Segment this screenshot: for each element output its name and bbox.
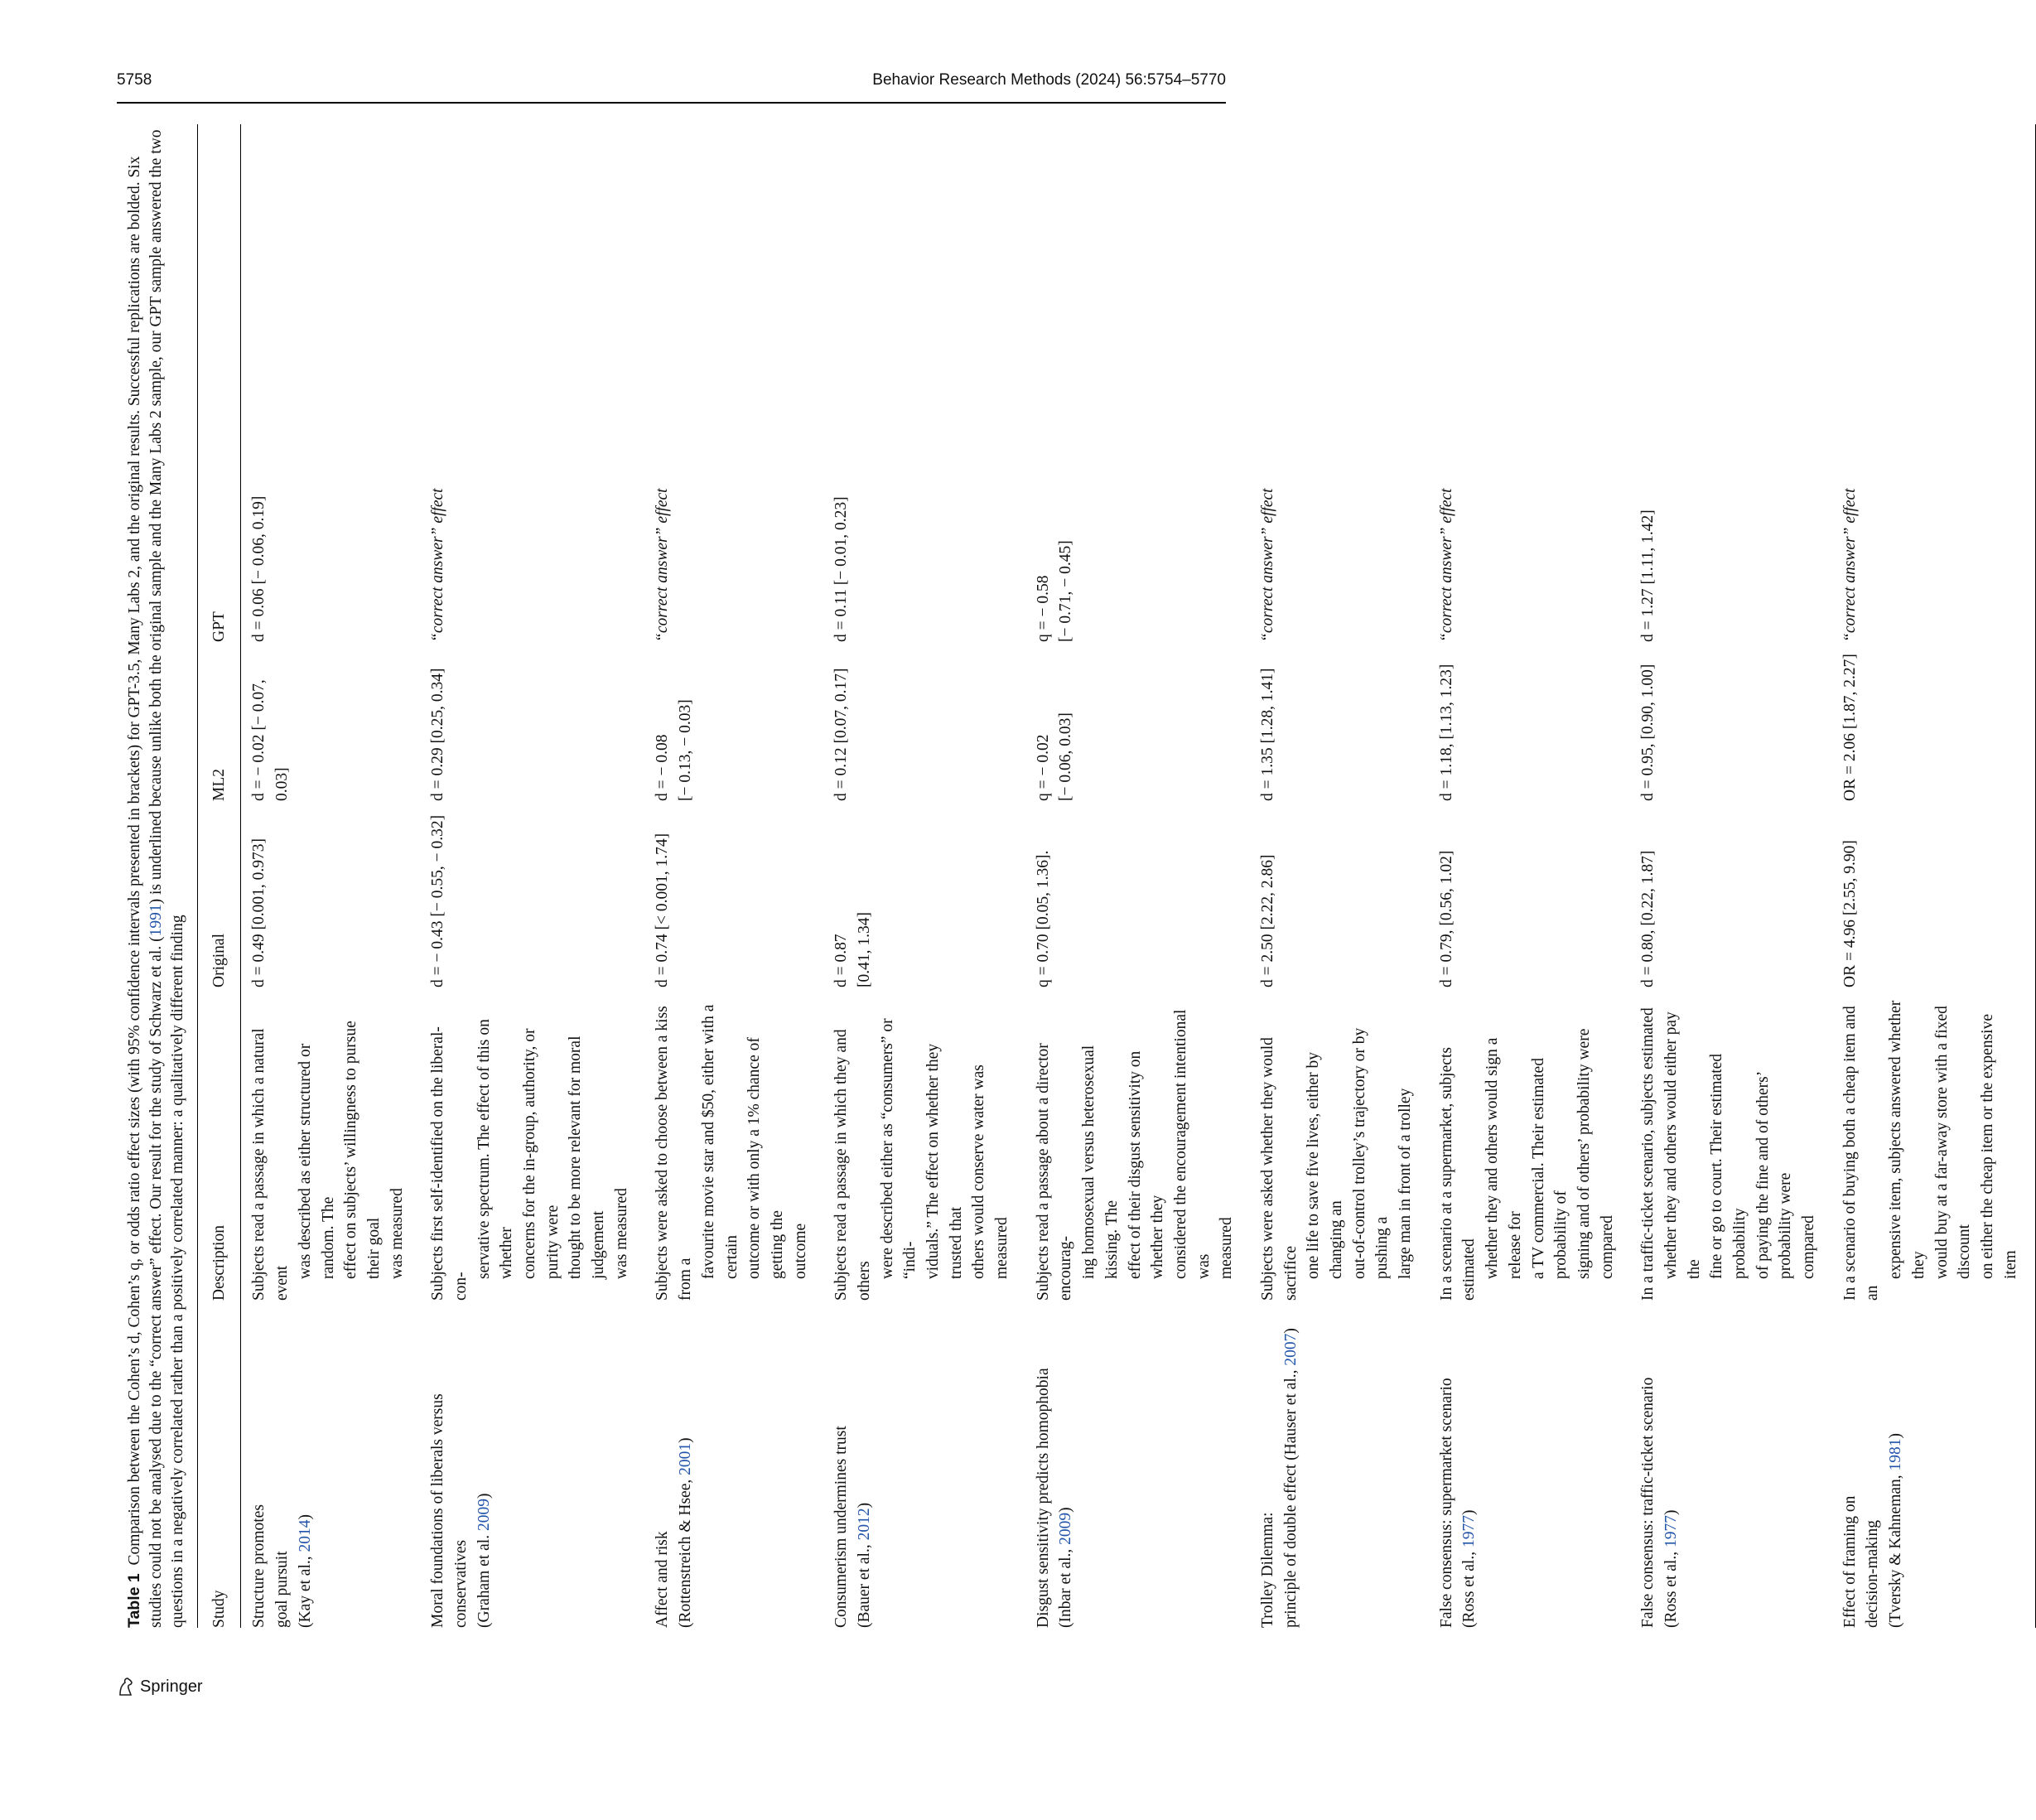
description-line: outcome	[791, 1223, 809, 1279]
description-line: In a scenario of buying both a cheap item and an	[1841, 1006, 1882, 1301]
gpt-cell	[1826, 124, 2036, 642]
value-line: [− 0.06, 0.03]	[1057, 712, 1075, 801]
description-line: would buy at a far-away store with a fixed discount	[1932, 1006, 1974, 1279]
value-line: [0.41, 1.34]	[855, 912, 873, 987]
closing-paren: )	[1887, 1432, 1905, 1439]
value-line: q = − 0.58	[1034, 575, 1052, 642]
description-line: were described either as “consumers” or “indi-	[878, 1018, 919, 1279]
study-citation-link[interactable]: 2001	[677, 1442, 695, 1475]
description-line: fine or go to court. Their estimated probability	[1708, 1053, 1749, 1279]
study-text: Structure promotes	[250, 1504, 268, 1628]
study-line	[1884, 1307, 1908, 1628]
value-text: d = − 0.02 [− 0.07, 0.03]	[250, 679, 292, 801]
table-row	[241, 124, 413, 1628]
study-line	[1280, 1307, 1303, 1628]
description-line: considered the encouragement intentional was	[1171, 1009, 1213, 1279]
value-text: d = 0.12 [0.07, 0.17]	[832, 668, 851, 801]
original-cell	[638, 801, 817, 987]
value-line: d = − 0.08	[654, 734, 672, 801]
study-text: (Bauer et al.,	[855, 1540, 873, 1628]
study-text: (Rottenstreich & Hsee,	[677, 1475, 695, 1628]
study-line	[853, 1307, 876, 1628]
study-citation-link[interactable]: 2014	[296, 1519, 314, 1552]
table-row	[413, 124, 638, 1628]
ml2-cell	[413, 642, 638, 801]
ml2-cell	[817, 642, 1019, 801]
study-line	[473, 1307, 496, 1628]
col-header-original: Original	[197, 801, 241, 987]
description-cell	[241, 987, 413, 1301]
description-line: outcome or with only a 1% chance of getting the	[745, 1037, 786, 1279]
description-cell	[1422, 987, 1624, 1301]
study-citation-link[interactable]: 2007	[1281, 1333, 1300, 1366]
col-header-gpt: GPT	[197, 124, 241, 642]
springer-horse-icon	[117, 1677, 135, 1697]
table-label: Table 1	[125, 1573, 143, 1628]
study-line	[1054, 1307, 1078, 1628]
table-row	[1623, 124, 1826, 1628]
study-text: Affect and risk	[654, 1531, 672, 1628]
value-text: d = 1.18, [1.13, 1.23]	[1437, 664, 1455, 801]
value-text: q = 0.70 [0.05, 1.36].	[1034, 850, 1052, 987]
description-cell	[1623, 987, 1826, 1301]
study-line	[674, 1307, 697, 1628]
description-line: effect on subjects’ willingness to pursue their goal	[342, 1021, 383, 1279]
study-line	[1435, 1307, 1459, 1628]
study-cell	[241, 1301, 413, 1628]
study-text: Consumerism undermines trust	[832, 1426, 851, 1628]
study-line	[1861, 1307, 1884, 1628]
description-line: Subjects read a passage in which a natural event	[250, 1028, 292, 1301]
study-cell	[1019, 1301, 1243, 1628]
gpt-cell	[1243, 124, 1422, 642]
value-text: d = 0.11 [− 0.01, 0.23]	[832, 496, 851, 642]
study-text: (Graham et al.	[475, 1531, 493, 1628]
value-text: d = 0.49 [0.001, 0.973]	[250, 838, 268, 987]
study-cell	[413, 1301, 638, 1628]
study-citation-link[interactable]: 2009	[1057, 1512, 1075, 1545]
value-text: OR = 2.06 [1.87, 2.27]	[1841, 654, 1859, 801]
study-line	[1257, 1307, 1280, 1628]
ml2-cell	[1623, 642, 1826, 801]
description-line: effect of their disgust sensitivity on whether they	[1126, 1050, 1167, 1279]
original-cell	[241, 801, 413, 987]
study-cell	[1243, 1301, 1422, 1628]
description-line: on either the cheap item or the expensive item	[1978, 1014, 2019, 1279]
original-cell	[1243, 801, 1422, 987]
table-header-row	[197, 124, 241, 1628]
study-text: Moral foundations of liberals versus conservatives	[429, 1393, 470, 1628]
study-text: Disgust sensitivity predicts homophobia	[1034, 1368, 1052, 1628]
study-cell	[638, 1301, 817, 1628]
study-cell	[1422, 1301, 1624, 1628]
value-text: “correct answer” effect	[1258, 488, 1276, 642]
value-text: d = 0.06 [− 0.06, 0.19]	[250, 495, 268, 642]
study-text: principle of double effect (Hauser et al.,	[1281, 1365, 1300, 1628]
caption-text-1: Comparison between the Cohen’s d, Cohen’s q, or odds ratio effect sizes (with 95% confidence intervals presented in brackets) for GPT-3.5, Many Labs 2, and the original results. Successful replications are bolded. Six studies could not be analysed due to the “correct answer” effect. Our result for the study of Schwarz et al. (	[126, 156, 165, 1628]
rotated-table-region	[124, 124, 2019, 1628]
description-line: others would conserve water was measured	[970, 1064, 1011, 1279]
original-cell	[1422, 801, 1624, 987]
table-row	[817, 124, 1019, 1628]
gpt-cell	[817, 124, 1019, 642]
table-row	[1243, 124, 1422, 1628]
value-text: d = 0.74 [< 0.001, 1.74]	[654, 833, 672, 987]
description-line: Subjects were asked to choose between a kiss from a	[654, 1006, 695, 1301]
description-cell	[638, 987, 817, 1301]
description-cell	[1826, 987, 2036, 1301]
value-text: “correct answer” effect	[1437, 488, 1455, 642]
description-line: viduals.” The effect on whether they trusted that	[924, 1043, 965, 1279]
ml2-cell	[1826, 642, 2036, 801]
description-cell	[817, 987, 1019, 1301]
study-citation-link[interactable]: 2009	[475, 1499, 493, 1532]
closing-paren: )	[1281, 1328, 1300, 1334]
ml2-cell	[638, 642, 817, 801]
description-line: Subjects read a passage about a director encourag-	[1034, 1043, 1075, 1301]
original-cell	[413, 801, 638, 987]
description-cell	[1019, 987, 1243, 1301]
description-line: a TV commercial. Their estimated probability of	[1529, 1058, 1570, 1279]
closing-paren: )	[296, 1513, 314, 1520]
gpt-cell	[1422, 124, 1624, 642]
study-text: (Inbar et al.,	[1057, 1544, 1075, 1628]
value-text: “correct answer” effect	[429, 488, 447, 642]
description-line: servative spectrum. The effect of this on whether	[475, 1019, 516, 1279]
table-row	[1826, 124, 2036, 1628]
study-text: (Ross et al.,	[1662, 1547, 1680, 1628]
col-header-description: Description	[197, 987, 241, 1301]
description-line: compared	[1800, 1215, 1818, 1279]
col-header-ml2: ML2	[197, 642, 241, 801]
study-line	[651, 1307, 674, 1628]
description-line: Subjects first self-identified on the liberal-con-	[429, 1026, 470, 1301]
value-line: q = − 0.02	[1034, 734, 1052, 801]
study-line	[271, 1307, 294, 1628]
study-text: False consensus: traffic-ticket scenario	[1639, 1377, 1657, 1628]
col-header-study: Study	[197, 1301, 241, 1628]
gpt-cell	[1623, 124, 1826, 642]
study-line	[427, 1307, 472, 1628]
study-citation-link[interactable]: 1977	[1460, 1515, 1479, 1548]
gpt-cell	[638, 124, 817, 642]
description-cell	[1243, 987, 1422, 1301]
study-text: (Tversky & Kahneman,	[1887, 1470, 1905, 1628]
study-line	[1660, 1307, 1683, 1628]
study-line	[830, 1307, 853, 1628]
value-line: [− 0.13, − 0.03]	[677, 699, 695, 801]
description-line: Subjects read a passage in which they and others	[832, 1029, 873, 1301]
gpt-cell	[413, 124, 638, 642]
caption-text-2: ) is underlined because unlike both the original sample and the Many Labs 2 sample, our GPT sample answered the two questions in a negatively correlated rather than a positively correlated manner: a qualitatively different finding	[147, 129, 186, 1628]
description-line: one life to save five lives, either by changing an	[1305, 1052, 1346, 1279]
value-text: d = 1.27 [1.11, 1.42]	[1639, 509, 1657, 642]
table-row	[1019, 124, 1243, 1628]
ml2-cell	[1243, 642, 1422, 801]
closing-paren: )	[1460, 1509, 1479, 1516]
original-cell	[817, 801, 1019, 987]
study-citation-link[interactable]: 1977	[1662, 1515, 1680, 1548]
study-line	[248, 1307, 271, 1628]
study-cell	[817, 1301, 1019, 1628]
table-row	[1422, 124, 1624, 1628]
study-line	[1032, 1307, 1055, 1628]
publisher-footer	[117, 1677, 203, 1697]
value-line: [− 0.71, − 0.45]	[1057, 540, 1075, 642]
study-citation-link[interactable]: 1981	[1887, 1438, 1905, 1471]
study-text: decision-making	[1864, 1520, 1882, 1628]
gpt-cell	[241, 124, 413, 642]
value-text: d = 0.29 [0.25, 0.34]	[429, 668, 447, 801]
table-caption	[124, 124, 189, 1628]
study-cell	[1826, 1301, 2036, 1628]
publisher-name: Springer	[140, 1677, 203, 1696]
study-text: Effect of framing on	[1841, 1495, 1859, 1628]
value-text: d = 0.80, [0.22, 1.87]	[1639, 850, 1657, 987]
study-line	[1458, 1307, 1481, 1628]
study-text: Trolley Dilemma:	[1258, 1512, 1276, 1628]
original-cell	[1826, 801, 2036, 987]
description-line: measured	[1218, 1217, 1236, 1279]
description-line: concerns for the in-group, authority, or purity were	[521, 1028, 562, 1279]
description-line: out-of-control trolley’s trajectory or by pushing a	[1350, 1027, 1392, 1279]
study-line	[1839, 1307, 1862, 1628]
description-line: whether they and others would sign a release for	[1484, 1037, 1524, 1279]
study-citation-link[interactable]: 2012	[855, 1508, 873, 1541]
closing-paren: )	[1057, 1507, 1075, 1513]
study-cell	[1623, 1301, 1826, 1628]
study-text: goal pursuit	[273, 1551, 292, 1628]
value-text: d = 1.35 [1.28, 1.41]	[1258, 668, 1276, 801]
description-line: large man in front of a trolley	[1397, 1088, 1415, 1279]
closing-paren: )	[1662, 1509, 1680, 1516]
study-line	[294, 1307, 317, 1628]
value-text: OR = 4.96 [2.55, 9.90]	[1841, 840, 1859, 987]
closing-paren: )	[677, 1437, 695, 1443]
description-line: expensive item, subjects answered whether they	[1887, 1000, 1927, 1279]
caption-citation-link[interactable]: 1991	[147, 904, 165, 937]
ml2-cell	[241, 642, 413, 801]
description-line: Subjects were asked whether they would sacrifice	[1258, 1037, 1300, 1301]
study-text: False consensus: supermarket scenario	[1437, 1378, 1455, 1628]
closing-paren: )	[475, 1493, 493, 1499]
journal-citation: Behavior Research Methods (2024) 56:5754–5770	[872, 71, 1226, 89]
description-line: signing and of others’ probability were compared	[1575, 1028, 1616, 1279]
gpt-cell	[1019, 124, 1243, 642]
table-row	[638, 124, 817, 1628]
ml2-cell	[1019, 642, 1243, 801]
value-text: d = − 0.43 [− 0.55, − 0.32]	[429, 814, 447, 987]
value-text: d = 2.50 [2.22, 2.86]	[1258, 854, 1276, 987]
original-cell	[1019, 801, 1243, 987]
closing-paren: )	[855, 1502, 873, 1509]
study-text: (Kay et al.,	[296, 1552, 314, 1628]
description-line: was described as either structured or random. The	[296, 1043, 337, 1279]
description-line: In a scenario at a supermarket, subjects estimated	[1437, 1047, 1479, 1301]
description-line: was measured	[612, 1188, 630, 1279]
description-cell	[413, 987, 638, 1301]
study-text: (Ross et al.,	[1460, 1547, 1479, 1628]
page-number: 5758	[117, 71, 152, 89]
value-text: “correct answer” effect	[1841, 488, 1859, 642]
value-line: d = 0.87	[832, 934, 851, 987]
description-line: was measured	[388, 1188, 406, 1279]
description-line: ing homosexual versus heterosexual kissing. The	[1080, 1045, 1121, 1279]
value-text: d = 0.95, [0.90, 1.00]	[1639, 664, 1657, 801]
description-line: In a traffic-ticket scenario, subjects estimated	[1639, 1007, 1657, 1301]
description-line: thought to be more relevant for moral judgement	[567, 1036, 608, 1279]
header-rule	[117, 102, 1226, 104]
description-line: favourite movie star and $50, either with a certain	[699, 1004, 741, 1279]
ml2-cell	[1422, 642, 1624, 801]
study-line	[1637, 1307, 1660, 1628]
results-table	[197, 124, 2036, 1628]
value-text: d = 0.79, [0.56, 1.02]	[1437, 850, 1455, 987]
original-cell	[1623, 801, 1826, 987]
description-line: whether they and others would either pay the	[1662, 1011, 1703, 1279]
description-line: of paying the fine and of others’ probability were	[1754, 1072, 1795, 1279]
value-text: “correct answer” effect	[654, 488, 672, 642]
